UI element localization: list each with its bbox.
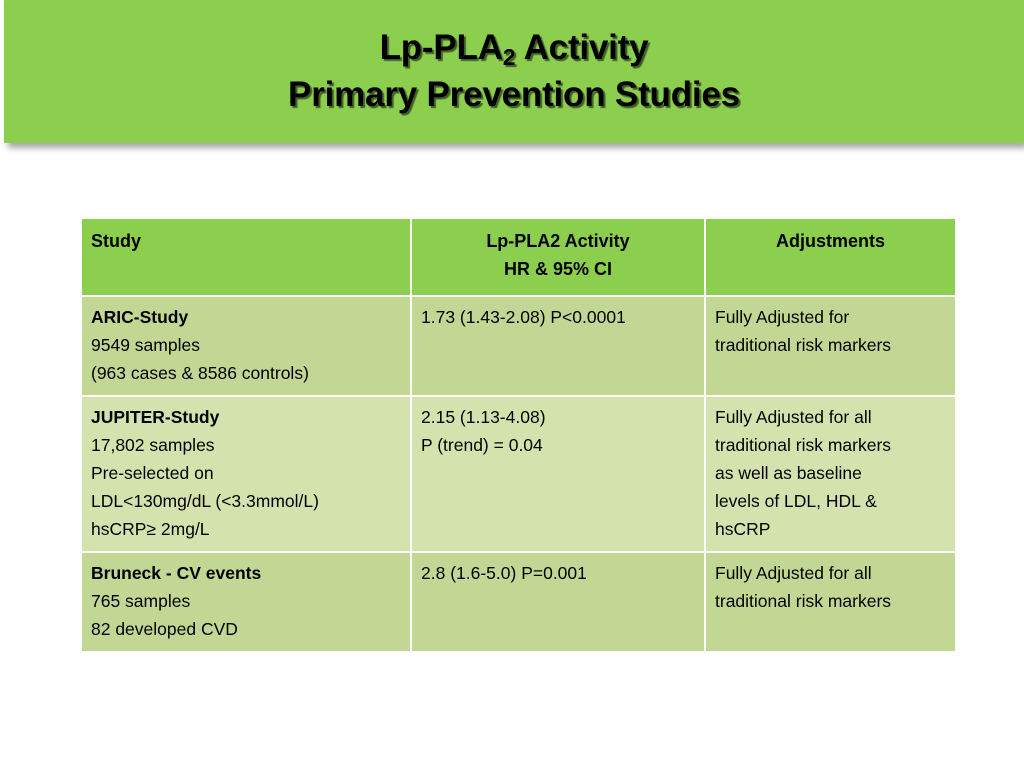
table-row xyxy=(82,297,955,395)
slide-title-subscript: 2 xyxy=(502,44,516,70)
activity-value: 1.73 (1.43-2.08) P<0.0001 xyxy=(421,307,626,327)
cell-adjustments xyxy=(706,553,955,651)
activity-pvalue: P (trend) = 0.04 xyxy=(421,435,543,455)
column-header-activity xyxy=(412,219,704,295)
column-header-activity-line1: Lp-PLA2 Activity xyxy=(486,231,630,251)
slide-title-line-1-prefix: Lp-PLA xyxy=(379,28,503,67)
study-detail: 9549 samples xyxy=(91,335,200,355)
slide-title-banner xyxy=(4,0,1024,143)
cell-study xyxy=(82,397,410,551)
study-detail: hsCRP≥ 2mg/L xyxy=(91,519,210,539)
study-name: ARIC-Study xyxy=(91,307,189,327)
study-detail: 17,802 samples xyxy=(91,435,215,455)
adjustment-detail: Fully Adjusted for all xyxy=(715,563,872,583)
cell-activity xyxy=(412,297,704,395)
column-header-study: Study xyxy=(82,219,410,295)
slide-title-line-1-suffix: Activity xyxy=(515,28,649,67)
cell-study xyxy=(82,553,410,651)
activity-value: 2.8 (1.6-5.0) P=0.001 xyxy=(421,563,587,583)
adjustment-detail: Fully Adjusted for all xyxy=(715,407,872,427)
cell-study xyxy=(82,297,410,395)
cell-adjustments xyxy=(706,397,955,551)
adjustment-detail: as well as baseline xyxy=(715,463,862,483)
study-detail: 765 samples xyxy=(91,591,191,611)
table-row xyxy=(82,397,955,551)
primary-prevention-studies-table xyxy=(80,217,957,653)
slide-title-line-2: Primary Prevention Studies xyxy=(288,75,740,114)
study-detail: Pre-selected on xyxy=(91,463,214,483)
study-name: JUPITER-Study xyxy=(91,407,220,427)
column-header-activity-line2: HR & 95% CI xyxy=(503,259,613,279)
adjustment-detail: traditional risk markers xyxy=(715,335,892,355)
adjustment-detail: levels of LDL, HDL & xyxy=(715,491,877,511)
study-detail: 82 developed CVD xyxy=(91,619,238,639)
table-body xyxy=(82,297,955,651)
adjustment-detail: traditional risk markers xyxy=(715,435,892,455)
column-header-adjustments: Adjustments xyxy=(706,219,955,295)
study-name: Bruneck - CV events xyxy=(91,563,262,583)
table-header xyxy=(82,219,955,295)
table-header-row xyxy=(82,219,955,295)
activity-value: 2.15 (1.13-4.08) xyxy=(421,407,546,427)
slide-title-line-1 xyxy=(380,26,649,73)
study-detail: (963 cases & 8586 controls) xyxy=(91,363,309,383)
adjustment-detail: hsCRP xyxy=(715,519,771,539)
table-row xyxy=(82,553,955,651)
cell-activity xyxy=(412,553,704,651)
adjustment-detail: Fully Adjusted for xyxy=(715,307,850,327)
study-detail: LDL<130mg/dL (<3.3mmol/L) xyxy=(91,491,319,511)
cell-activity xyxy=(412,397,704,551)
adjustment-detail: traditional risk markers xyxy=(715,591,892,611)
cell-adjustments xyxy=(706,297,955,395)
